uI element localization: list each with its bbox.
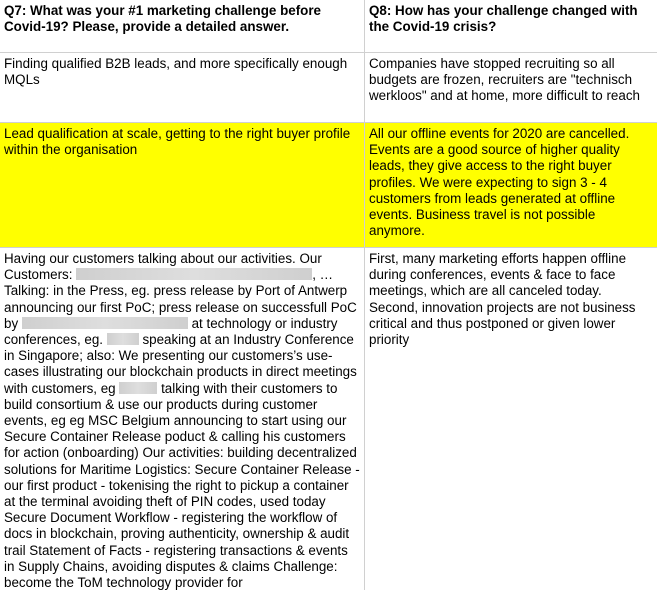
row-3-q7-part-4: speaking at an Industry Conference in Singapore; also: We presenting our customers’s use-cases illustrating our blockchain products in direct meetings with customers, eg	[4, 332, 357, 396]
header-q8: Q8: How has your challenge changed with the Covid-19 crisis?	[365, 0, 657, 53]
row-2-q8-answer: All our offline events for 2020 are cancelled. Events are a good source of higher quality leads, they give access to the right buyer profiles. We were expecting to sign 3 - 4 customers from leads generated at offline events. Business travel is not possible anymore.	[365, 123, 657, 248]
redacted-customer	[119, 382, 157, 394]
redacted-organisation	[22, 317, 188, 329]
redacted-speaker	[107, 333, 139, 345]
redacted-customer-names	[76, 268, 312, 280]
row-3-q7-part-3: at technology or industry conferences, eg.	[4, 315, 338, 348]
row-3-q7-text	[4, 251, 360, 590]
row-3-q7-answer	[0, 248, 365, 590]
row-3-q7-part-5: talking with their customers to build consortium & use our products during customer events, eg eg MSC Belgium announcing to start using our Secure Container Release poduct & calling his customers for action (onboarding) Our activities: building decentralized solutions for Maritime Logistics: Secure Container Release - our first product - tokenising the right to pickup a container at the terminal avoiding theft of PIN codes, used today Secure Document Workflow - registering the workflow of docs in blockchain, proving authenticity, ownership & audit trail Statement of Facts - registering transactions & events in Supply Chains, avoiding disputes & claims Challenge: become the ToM technology provider for	[4, 380, 360, 590]
row-1-q7-answer: Finding qualified B2B leads, and more specifically enough MQLs	[0, 53, 365, 123]
row-2-q7-answer: Lead qualification at scale, getting to the right buyer profile within the organisation	[0, 123, 365, 248]
header-q7: Q7: What was your #1 marketing challenge before Covid-19? Please, provide a detailed answer.	[0, 0, 365, 53]
row-3-q8-answer: First, many marketing efforts happen offline during conferences, events & face to face meetings, which are all canceled today. Second, innovation projects are not business critical and thus postponed or given lower priority	[369, 251, 636, 348]
row-1-q8-answer: Companies have stopped recruiting so all budgets are frozen, recruiters are "technisch werkloos" and at home, more difficult to reach	[365, 53, 657, 123]
row-3-q7-part-1: Having our customers talking about our activities. Our Customers:	[4, 251, 322, 283]
row-3-q7-part-2: , … Talking: in the Press, eg. press release by Port of Antwerp announcing our first PoC; press release on successfull PoC by	[4, 267, 357, 331]
